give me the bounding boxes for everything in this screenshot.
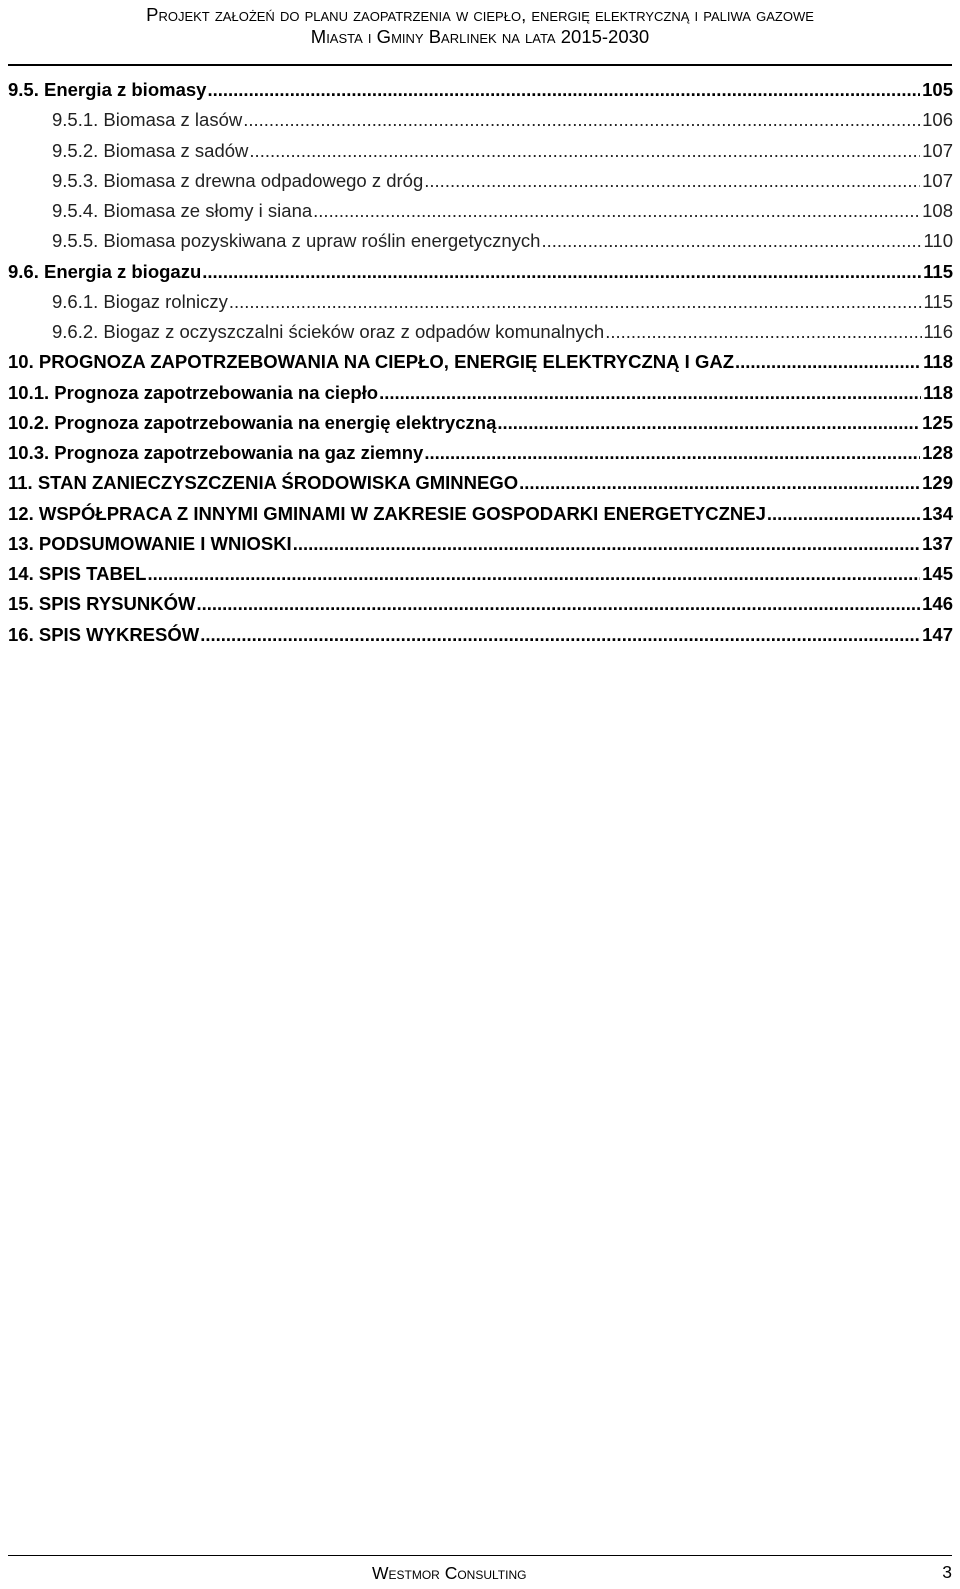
toc-dot-leader [424,168,920,194]
toc-entry-page: 134 [922,502,953,524]
toc-entry-title: 9.6. Energia z biogazu [8,260,202,282]
toc-entry-line [52,198,953,224]
toc-entry-line [8,470,953,496]
toc-entry-line [52,138,953,164]
toc-entry-page: 128 [922,442,953,463]
toc-entry[interactable] [0,501,960,531]
toc-entry-page: 146 [922,593,953,615]
toc-entry-page: 116 [923,321,953,342]
toc-dot-leader [379,380,921,406]
toc-entry-line [8,77,953,103]
toc-dot-leader [767,501,920,527]
toc-entry[interactable] [0,531,960,561]
toc-dot-leader [293,531,920,557]
toc-entry-page: 118 [923,381,953,403]
toc-entry-line [8,622,953,648]
header-title-line-1: Projekt założeń do planu zaopatrzenia w ciepło, energię elektryczną i paliwa gazowe [146,4,814,25]
toc-entry-page: 110 [923,230,953,252]
toc-entry[interactable] [0,138,960,168]
toc-entry-line [52,319,953,345]
toc-entry[interactable] [0,470,960,500]
toc-entry-page: 118 [923,351,953,373]
header-divider [8,64,952,66]
toc-entry-title: 10.3. Prognoza zapotrzebowania na gaz ziemny [8,442,424,463]
toc-entry-title: 9.6.2. Biogaz z oczyszczalni ścieków oraz z odpadów komunalnych [52,321,605,342]
toc-dot-leader [541,228,921,254]
toc-entry-line [52,228,953,254]
toc-dot-leader [519,470,920,496]
toc-entry-title: 9.6.1. Biogaz rolniczy [52,290,228,312]
toc-entry-line [8,591,953,617]
toc-entry-line [52,168,953,194]
toc-entry-line [52,289,953,315]
toc-entry-page: 129 [922,472,953,494]
toc-entry-line [8,440,953,466]
toc-entry[interactable] [0,349,960,379]
toc-entry-title: 9.5.5. Biomasa pozyskiwana z upraw roślin energetycznych [52,230,541,252]
footer-divider [8,1555,952,1556]
toc-dot-leader [605,319,921,345]
toc-entry-title: 9.5. Energia z biomasy [8,79,207,100]
toc-entry-title: 12. WSPÓŁPRACA Z INNYMI GMINAMI W ZAKRESIE GOSPODARKI ENERGETYCZNEJ [8,502,766,524]
toc-entry[interactable] [0,168,960,198]
toc-entry-title: 10.2. Prognoza zapotrzebowania na energię elektryczną [8,411,497,433]
toc-entry-line [8,259,953,285]
toc-dot-leader [735,349,921,375]
toc-entry[interactable] [0,259,960,289]
toc-entry[interactable] [0,107,960,137]
toc-dot-leader [200,622,920,648]
footer-company: Westmor Consulting [372,1563,527,1583]
toc-entry-title: 10.1. Prognoza zapotrzebowania na ciepło [8,381,379,403]
toc-entry-page: 147 [922,623,953,645]
toc-dot-leader [243,107,920,133]
toc-entry-page: 106 [922,109,953,131]
toc-entry-title: 9.5.4. Biomasa ze słomy i siana [52,200,313,221]
toc-entry[interactable] [0,77,960,107]
toc-entry-title: 10. PROGNOZA ZAPOTRZEBOWANIA NA CIEPŁO, ENERGIĘ ELEKTRYCZNĄ I GAZ [8,351,734,373]
toc-entry[interactable] [0,410,960,440]
toc-dot-leader [497,410,920,436]
toc-entry-title: 9.5.1. Biomasa z lasów [52,109,243,131]
toc-entry-title: 11. STAN ZANIECZYSZCZENIA ŚRODOWISKA GMINNEGO [8,472,519,494]
toc-entry-title: 14. SPIS TABEL [8,563,147,584]
page-header [0,0,960,62]
toc-entry-line [8,501,953,527]
toc-entry[interactable] [0,622,960,652]
toc-entry-title: 16. SPIS WYKRESÓW [8,623,200,645]
toc-entry[interactable] [0,289,960,319]
toc-entry[interactable] [0,380,960,410]
toc-entry-line [8,531,953,557]
toc-dot-leader [147,561,920,587]
toc-dot-leader [249,138,920,164]
toc-entry-title: 9.5.2. Biomasa z sadów [52,139,249,161]
toc-entry-page: 108 [922,200,953,221]
toc-entry-page: 125 [922,411,953,433]
toc-entry-line [8,561,953,587]
toc-entry[interactable] [0,198,960,228]
toc-dot-leader [424,440,920,466]
toc-dot-leader [207,77,920,103]
toc-entry-page: 107 [922,139,953,161]
toc-entry-page: 137 [922,532,953,554]
toc-entry-line [8,410,953,436]
toc-entry-line [8,349,953,375]
toc-dot-leader [313,198,920,224]
toc-entry-page: 115 [923,260,953,282]
toc-entry-page: 145 [922,563,953,584]
toc-entry-page: 105 [922,79,953,100]
toc-entry-title: 13. PODSUMOWANIE I WNIOSKI [8,532,292,554]
header-title-line-2: Miasta i Gminy Barlinek na lata 2015-2030 [310,26,650,47]
footer-page-number: 3 [942,1562,952,1582]
toc-entry[interactable] [0,319,960,349]
toc-entry[interactable] [0,591,960,621]
toc-entry-line [8,380,953,406]
toc-entry[interactable] [0,440,960,470]
toc-entry[interactable] [0,561,960,591]
toc-dot-leader [202,259,921,285]
toc-dot-leader [196,591,920,617]
toc-dot-leader [229,289,922,315]
toc-entry-title: 9.5.3. Biomasa z drewna odpadowego z dróg [52,169,424,191]
toc-entry-page: 107 [922,169,953,191]
toc-entry-line [52,107,953,133]
toc-entry[interactable] [0,228,960,258]
toc-entry-title: 15. SPIS RYSUNKÓW [8,593,196,615]
toc-entry-page: 115 [923,290,953,312]
